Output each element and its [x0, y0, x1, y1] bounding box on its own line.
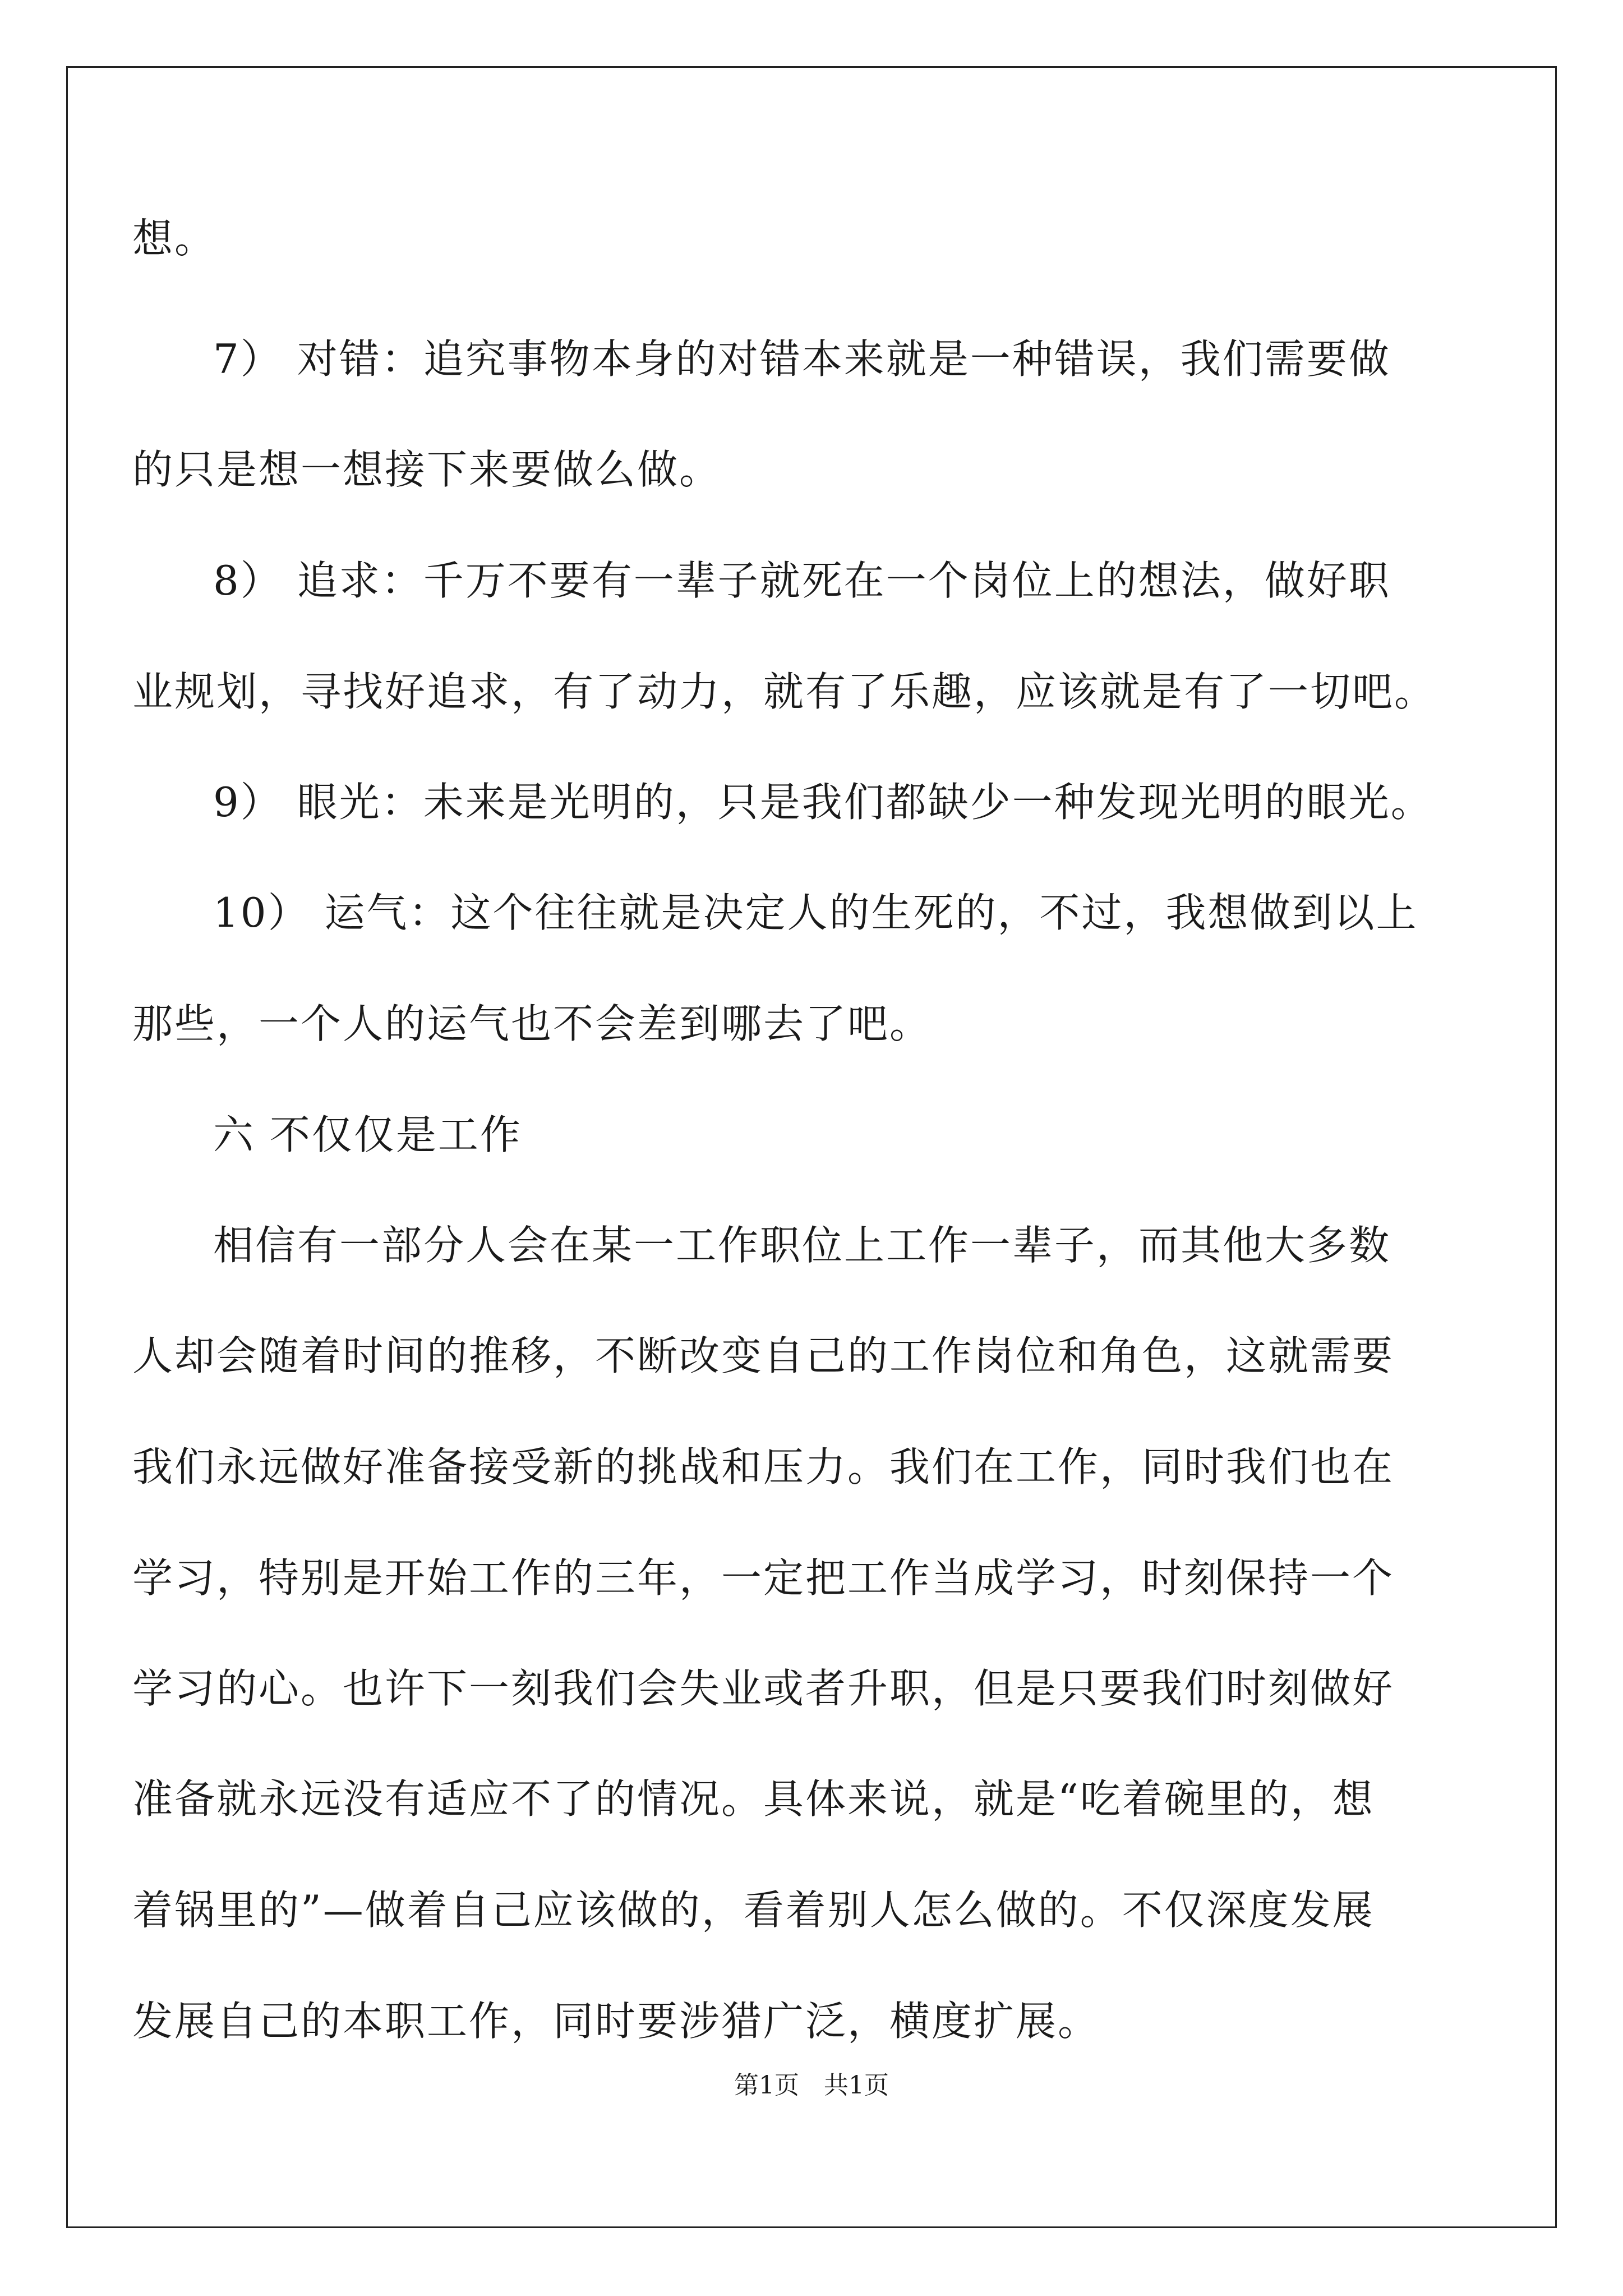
text-line: 着锅里的”—做着自己应该做的，看着别人怎么做的。不仅深度发展 — [132, 1887, 1375, 1934]
list-item-8: 8） 追求：千万不要有一辈子就死在一个岗位上的想法，做好职 — [213, 557, 1391, 604]
text-line: 学习的心。也许下一刻我们会失业或者升职，但是只要我们时刻做好 — [132, 1665, 1395, 1712]
text-line: 人却会随着时间的推移，不断改变自己的工作岗位和角色，这就需要 — [132, 1332, 1395, 1379]
text-line: 那些，一个人的运气也不会差到哪去了吧。 — [132, 1000, 932, 1047]
text-line: 学习，特别是开始工作的三年，一定把工作当成学习，时刻保持一个 — [132, 1554, 1395, 1602]
text-line: 想。 — [132, 215, 217, 262]
section-heading: 六 不仅仅是工作 — [213, 1111, 522, 1158]
list-item-10: 10） 运气：这个往往就是决定人的生死的，不过，我想做到以上 — [213, 889, 1418, 936]
paragraph-start: 相信有一部分人会在某一工作职位上工作一辈子，而其他大多数 — [213, 1222, 1391, 1269]
text-line: 的只是想一想接下来要做么做。 — [132, 446, 722, 493]
text-line: 发展自己的本职工作，同时要涉猎广泛，横度扩展。 — [132, 1998, 1100, 2045]
list-item-9: 9） 眼光：未来是光明的，只是我们都缺少一种发现光明的眼光。 — [213, 779, 1433, 826]
page-number-footer: 第1页 共1页 — [734, 2071, 889, 2100]
text-line: 我们永远做好准备接受新的挑战和压力。我们在工作，同时我们也在 — [132, 1443, 1395, 1490]
list-item-7: 7） 对错：追究事物本身的对错本来就是一种错误，我们需要做 — [213, 335, 1391, 383]
text-line: 业规划，寻找好追求，有了动力，就有了乐趣，应该就是有了一切吧。 — [132, 668, 1437, 715]
text-line: 准备就永远没有适应不了的情况。具体来说，就是“吃着碗里的，想 — [132, 1775, 1375, 1823]
